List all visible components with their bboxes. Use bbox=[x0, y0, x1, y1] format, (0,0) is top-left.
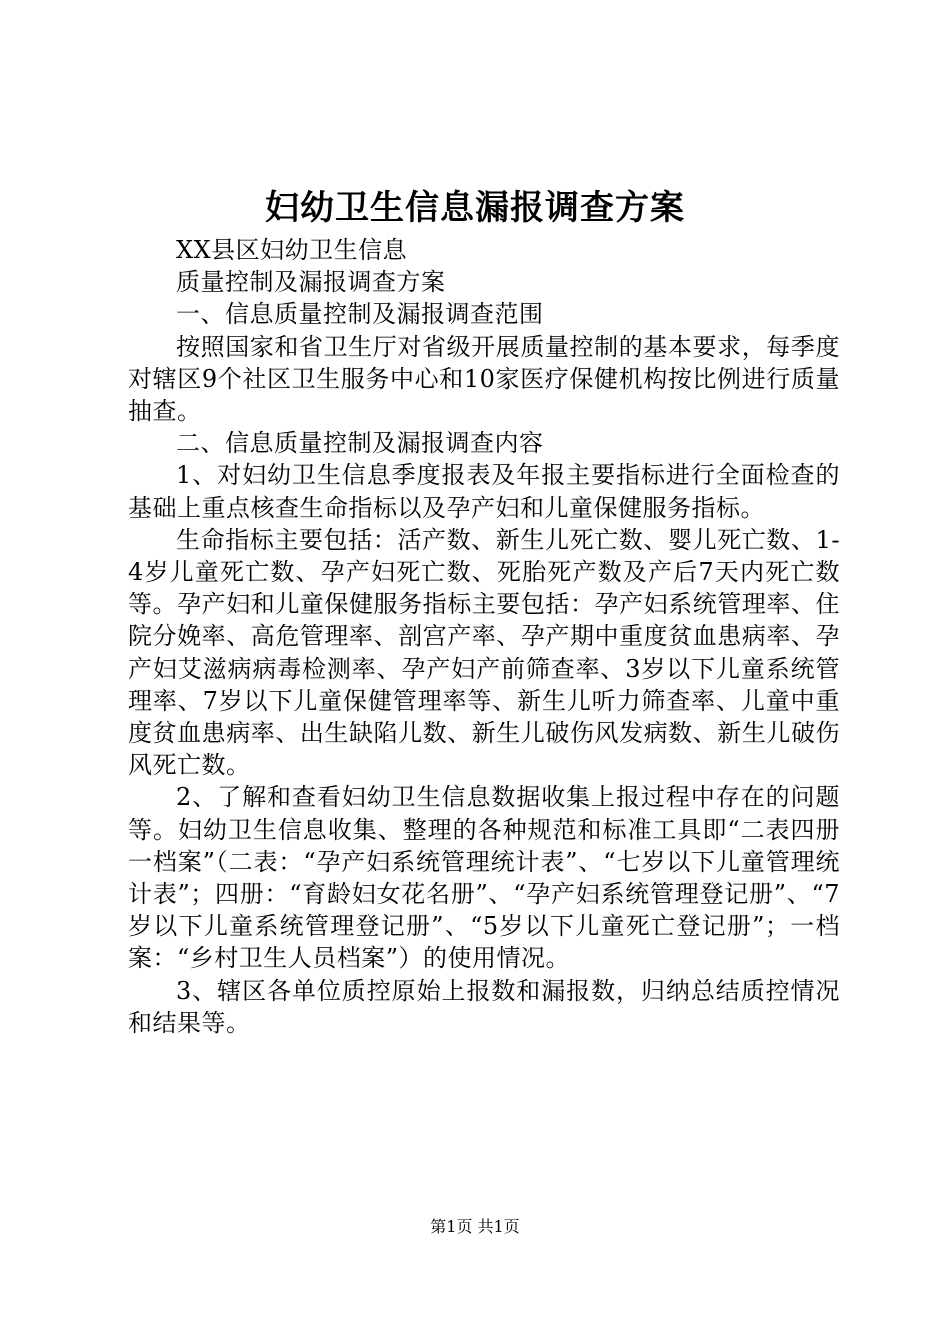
document-title: 妇幼卫生信息漏报调查方案 bbox=[265, 188, 685, 228]
page-footer: 第1页 共1页 bbox=[430, 1217, 520, 1236]
paragraph-item-1: 1、对妇幼卫生信息季度报表及年报主要指标进行全面检查的基础上重点核查生命指标以及孕产妇和儿童保健服务指标。 bbox=[128, 461, 840, 522]
paragraph-org-name: XX县区妇幼卫生信息 bbox=[176, 236, 408, 264]
section-heading-scope: 一、信息质量控制及漏报调查范围 bbox=[176, 300, 544, 329]
paragraph-indicators: 生命指标主要包括：活产数、新生儿死亡数、婴儿死亡数、1-4岁儿童死亡数、孕产妇死亡数、死胎死产数及产后7天内死亡数等。孕产妇和儿童保健服务指标主要包括：孕产妇系统管理率、住院分娩率、高危管理率、剖宫产率、孕产期中重度贫血患病率、孕产妇艾滋病病毒检测率、孕产妇产前筛查率、3岁以下儿童系统管理率、7岁以下儿童保健管理率等、新生儿听力筛查率、儿童中重度贫血患病率、出生缺陷儿数、新生儿破伤风发病数、新生儿破伤风死亡数。 bbox=[128, 525, 840, 780]
document-body bbox=[128, 234, 840, 1039]
paragraph-scope: 按照国家和省卫生厅对省级开展质量控制的基本要求，每季度对辖区9个社区卫生服务中心和10家医疗保健机构按比例进行质量抽查。 bbox=[128, 332, 840, 426]
paragraph-item-2: 2、了解和查看妇幼卫生信息数据收集上报过程中存在的问题等。妇幼卫生信息收集、整理的各种规范和标准工具即“二表四册一档案”（二表：“孕产妇系统管理统计表”、“七岁以下儿童管理统计表”；四册：“育龄妇女花名册”、“孕产妇系统管理登记册”、“7岁以下儿童系统管理登记册”、“5岁以下儿童死亡登记册”；一档案：“乡村卫生人员档案”）的使用情况。 bbox=[128, 783, 840, 973]
paragraph-item-3: 3、辖区各单位质控原始上报数和漏报数，归纳总结质控情况和结果等。 bbox=[128, 976, 840, 1037]
section-heading-content: 二、信息质量控制及漏报调查内容 bbox=[176, 429, 544, 458]
paragraph-subtitle: 质量控制及漏报调查方案 bbox=[176, 268, 446, 297]
